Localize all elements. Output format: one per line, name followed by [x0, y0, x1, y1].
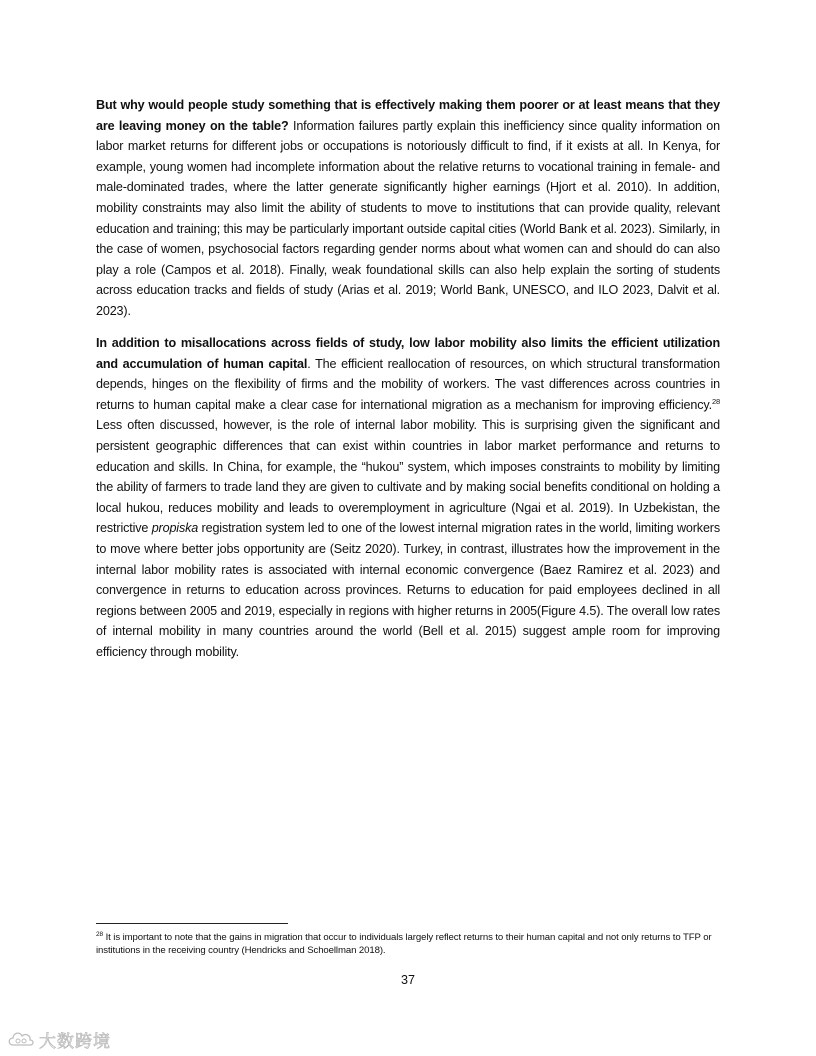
- paragraph-body: Less often discussed, however, is the role of internal labor mobility. This is surprising given the significant and persistent geographic differences that can exist within countries in labor market performance and returns to education and skills. In China, for example, the “hukou” system, which imposes constraints to mobility by limiting the ability of farmers to trade land they are given to cultivate and by making social benefits conditional on holding a local hukou, reduces mobility and leads to overemployment in agriculture (Ngai et al. 2019). In Uzbekistan, the restrictive: [96, 418, 720, 536]
- italic-term: propiska: [151, 521, 199, 536]
- paragraph-labor-mobility: [96, 333, 720, 663]
- watermark: [6, 1026, 111, 1052]
- footnote: [96, 932, 720, 958]
- paragraph-lead-heading: But why would people study something that is effectively making them poorer or at least means that they are leaving money on the table?: [96, 98, 720, 133]
- paragraph-body: registration system led to one of the lowest internal migration rates in the world, limiting workers to move where better jobs opportunity are (Seitz 2020). Turkey, in contrast, illustrates how the improvement in the internal labor mobility rates is associated with internal economic convergence (Baez Ramirez et al. 2023) and convergence in returns to education across provinces. Returns to education for paid employees declined in all regions between 2005 and 2019, especially in regions with higher returns in 2005(Figure 4.5). The overall low rates of internal mobility in many countries around the world (Bell et al. 2015) suggest ample room for improving efficiency through mobility.: [96, 521, 720, 659]
- cloud-logo-icon: [6, 1028, 36, 1050]
- paragraph-body: . The efficient reallocation of resources, on which structural transformation depends, hinges on the flexibility of firms and the mobility of workers. The vast differences across countries in returns to human capital make a clear case for international migration as a mechanism for improving efficiency.: [96, 356, 720, 412]
- footnote-reference[interactable]: 28: [711, 396, 720, 406]
- paragraph-information-failures: [96, 95, 720, 322]
- watermark-text: 大数跨境: [39, 1031, 111, 1052]
- page-number: 37: [400, 973, 415, 987]
- footnote-separator: [96, 923, 288, 924]
- paragraph-lead-heading: In addition to misallocations across fields of study, low labor mobility also limits the efficient utilization and accumulation of human capital: [96, 336, 720, 371]
- footnote-number: 28: [96, 930, 104, 938]
- footnote-text: It is important to note that the gains in migration that occur to individuals largely reflect returns to their human capital and not only returns to TFP or institutions in the receiving country (Hendricks and Schoellman 2018).: [96, 932, 712, 956]
- paragraph-body: Information failures partly explain this inefficiency since quality information on labor market returns for different jobs or occupations is notoriously difficult to find, if it exists at all. In Kenya, for example, young women had incomplete information about the relative returns to vocational training in female- and male-dominated trades, where the latter generate significantly higher earnings (Hjort et al. 2010). In addition, mobility constraints may also limit the ability of students to move to institutions that can provide quality, relevant education and training; this may be particularly important outside capital cities (World Bank et al. 2023). Similarly, in the case of women, psychosocial factors regarding gender norms about what women can and should do can also play a role (Campos et al. 2018). Finally, weak foundational skills can also help explain the sorting of students across education tracks and fields of study (Arias et al. 2019; World Bank, UNESCO, and ILO 2023, Dalvit et al. 2023).: [96, 118, 720, 318]
